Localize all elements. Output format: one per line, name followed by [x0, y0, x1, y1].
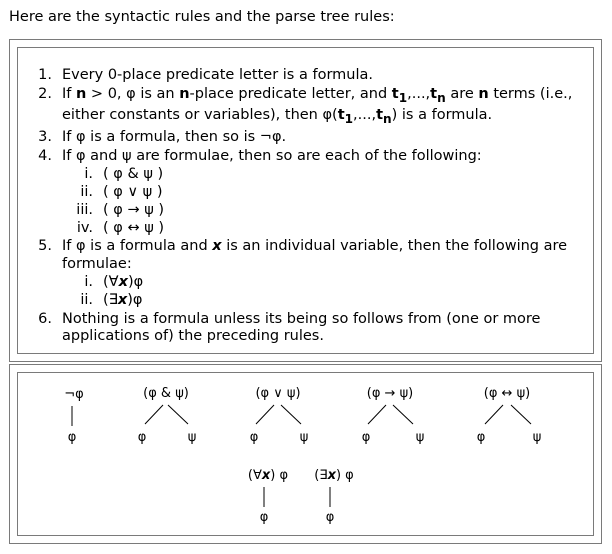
rule-4-sub-number: i. [84, 166, 93, 182]
rule-5-number: 5. [38, 238, 52, 254]
tree-iff-left: φ [476, 430, 486, 445]
rule-5-line-2: formulae: [62, 256, 132, 272]
rule-5-sub-number: i. [84, 274, 93, 290]
rule-4-sub-number: iii. [76, 202, 93, 218]
tree-ex-root: (∃x) φ [314, 468, 354, 483]
tree-iff-right: ψ [532, 430, 542, 445]
tree-or-left: φ [249, 430, 259, 445]
rule-2-line-1: If n > 0, φ is an n-place predicate letter, and $t_1,...,t_n$ are n terms (i.e., [62, 86, 573, 105]
tree-iff-right-edge [511, 405, 531, 424]
rule-1-text: Every 0-place predicate letter is a formula. [62, 67, 373, 83]
tree-or-left-edge [256, 405, 274, 424]
rule-4-sub-number: ii. [80, 184, 93, 200]
tree-imp-left-edge [368, 405, 386, 424]
rule-2-line-2: either constants or variables), then $\varphi(t_1,...,t_n)$ is a formula. [62, 107, 493, 126]
tree-and-right: ψ [187, 430, 197, 445]
tree-neg-child: φ [67, 430, 77, 445]
tree-or-right: ψ [299, 430, 309, 445]
tree-iff-left-edge [485, 405, 503, 424]
rule-4-sub-number: iv. [76, 220, 93, 236]
rule-3-number: 3. [38, 129, 52, 145]
tree-and-left-edge [145, 405, 163, 424]
tree-all-child: φ [259, 510, 269, 525]
rule-4-sub-text: ( φ & ψ ) [103, 166, 164, 182]
rule-4-number: 4. [38, 148, 52, 164]
rule-5-sub-text: (∀x)φ [103, 274, 144, 290]
tree-and-left: φ [137, 430, 147, 445]
rule-6-number: 6. [38, 311, 52, 327]
tree-and-root: (φ & ψ) [143, 386, 189, 401]
rule-4-text: If φ and ψ are formulae, then so are each of the following: [62, 148, 482, 164]
tree-iff-root: (φ ↔ ψ) [483, 386, 531, 401]
tree-or-root: (φ ∨ ψ) [255, 386, 301, 401]
tree-imp-left: φ [361, 430, 371, 445]
rule-4-sub-text: ( φ ↔ ψ ) [103, 220, 165, 236]
intro-text: Here are the syntactic rules and the parse tree rules: [9, 9, 395, 25]
rule-1-number: 1. [38, 67, 52, 83]
rule-6-line-2: applications of) the preceding rules. [62, 328, 324, 344]
rule-4-sub-text: ( φ → ψ ) [103, 202, 165, 218]
rule-5-line-1: If φ is a formula and x is an individual variable, then the following are [62, 238, 568, 254]
tree-and-right-edge [168, 405, 188, 424]
tree-ex-child: φ [325, 510, 335, 525]
tree-imp-root: (φ → ψ) [366, 386, 414, 401]
tree-imp-right-edge [393, 405, 413, 424]
rule-3-text: If φ is a formula, then so is ¬φ. [62, 129, 287, 145]
tree-neg-root: ¬φ [64, 387, 84, 402]
tree-imp-right: ψ [415, 430, 425, 445]
rule-2-number: 2. [38, 86, 52, 102]
rule-6-line-1: Nothing is a formula unless its being so follows from (one or more [62, 311, 541, 327]
tree-or-right-edge [281, 405, 301, 424]
rule-5-sub-number: ii. [80, 292, 93, 308]
rule-4-sub-text: ( φ ∨ ψ ) [103, 184, 163, 200]
rule-5-sub-text: (∃x)φ [103, 292, 143, 308]
tree-all-root: (∀x) φ [247, 468, 289, 483]
